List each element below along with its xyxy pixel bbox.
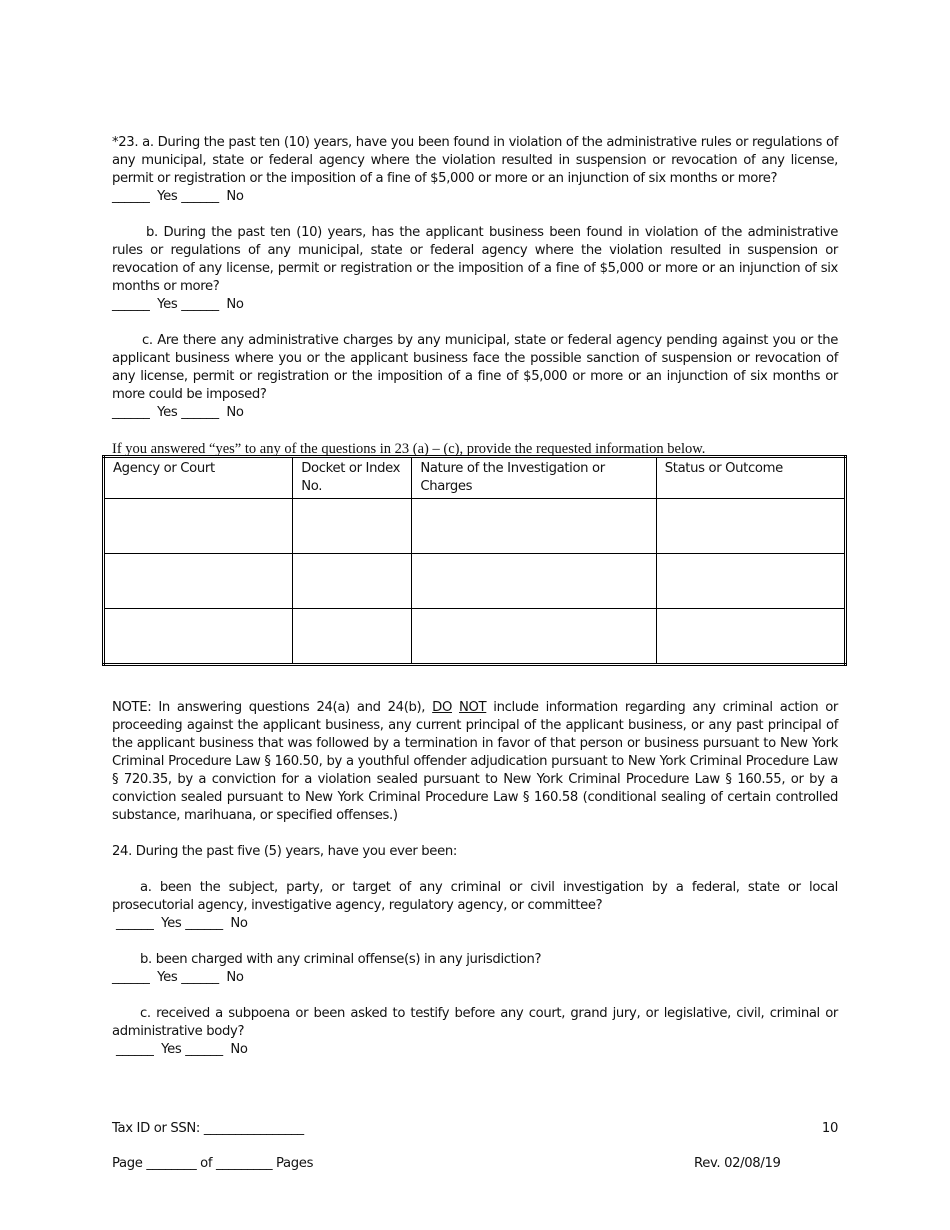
q24c-yes-no[interactable] bbox=[112, 1041, 838, 1059]
header-docket: Docket or Index No. bbox=[293, 457, 412, 499]
no-blank[interactable]: ______ bbox=[185, 1042, 223, 1057]
no-label: No bbox=[230, 916, 248, 931]
note-do: DO bbox=[432, 700, 452, 715]
footer-row-1 bbox=[112, 1121, 838, 1136]
table-row bbox=[104, 609, 846, 665]
yes-blank[interactable]: ______ bbox=[112, 970, 150, 985]
question-24b: b. been charged with any criminal offense(s) in any jurisdiction? bbox=[140, 952, 542, 967]
cell-status[interactable] bbox=[656, 554, 845, 609]
question-24-intro: 24. During the past five (5) years, have you ever been: bbox=[112, 844, 457, 859]
yes-label: Yes bbox=[157, 297, 178, 312]
no-label: No bbox=[226, 405, 244, 420]
cell-status[interactable] bbox=[656, 609, 845, 665]
yes-blank[interactable]: ______ bbox=[112, 189, 150, 204]
yes-blank[interactable]: ______ bbox=[116, 1042, 154, 1057]
table-instruction: If you answered “yes” to any of the questions in 23 (a) – (c), provide the requested information below. bbox=[112, 441, 706, 457]
no-label: No bbox=[226, 970, 244, 985]
revision-date: Rev. 02/08/19 bbox=[694, 1156, 781, 1171]
question-23c: c. Are there any administrative charges by any municipal, state or federal agency pending against you or the applicant business where you or the applicant business face the possible sanction of suspension or revocation of any license, permit or registration or the imposition of a fine of $5,000 or more or an injunction of six months or more could be imposed? bbox=[112, 333, 838, 402]
no-blank[interactable]: ______ bbox=[181, 970, 219, 985]
q23c-yes-no[interactable] bbox=[112, 404, 838, 422]
cell-docket[interactable] bbox=[293, 609, 412, 665]
header-status: Status or Outcome bbox=[656, 457, 845, 499]
form-body bbox=[112, 134, 838, 458]
question-24c: c. received a subpoena or been asked to testify before any court, grand jury, or legislative, civil, criminal or administrative body? bbox=[112, 1006, 838, 1039]
footer-row-2 bbox=[112, 1156, 838, 1171]
no-blank[interactable]: ______ bbox=[181, 297, 219, 312]
no-blank[interactable]: ______ bbox=[181, 405, 219, 420]
question-24a: a. been the subject, party, or target of any criminal or civil investigation by a federal, state or local prosecutorial agency, investigative agency, regulatory agency, or committee? bbox=[112, 880, 838, 913]
table-row bbox=[104, 499, 846, 554]
cell-docket[interactable] bbox=[293, 499, 412, 554]
yes-label: Yes bbox=[157, 970, 178, 985]
header-nature: Nature of the Investigation or Charges bbox=[412, 457, 656, 499]
page-count-field[interactable]: Page ________ of _________ Pages bbox=[112, 1156, 314, 1171]
cell-status[interactable] bbox=[656, 499, 845, 554]
note-paragraph bbox=[112, 699, 838, 825]
cell-agency[interactable] bbox=[104, 609, 293, 665]
q23b-yes-no[interactable] bbox=[112, 296, 838, 314]
note-not: NOT bbox=[459, 700, 487, 715]
q24b-yes-no[interactable] bbox=[112, 969, 838, 987]
note-prefix: NOTE: In answering questions 24(a) and 24(b), bbox=[112, 700, 433, 715]
cell-docket[interactable] bbox=[293, 554, 412, 609]
no-label: No bbox=[230, 1042, 248, 1057]
q23a-yes-no[interactable] bbox=[112, 188, 838, 206]
yes-blank[interactable]: ______ bbox=[116, 916, 154, 931]
cell-agency[interactable] bbox=[104, 554, 293, 609]
yes-label: Yes bbox=[157, 189, 178, 204]
yes-blank[interactable]: ______ bbox=[112, 405, 150, 420]
page-number: 10 bbox=[821, 1121, 838, 1136]
no-blank[interactable]: ______ bbox=[181, 189, 219, 204]
header-agency: Agency or Court bbox=[104, 457, 293, 499]
yes-label: Yes bbox=[157, 405, 178, 420]
no-blank[interactable]: ______ bbox=[185, 916, 223, 931]
violation-details-table bbox=[102, 455, 847, 666]
no-label: No bbox=[226, 297, 244, 312]
question-23a: *23. a. During the past ten (10) years, have you been found in violation of the administrative rules or regulations of any municipal, state or federal agency where the violation resulted in suspension or revocation of any license, permit or registration or the imposition of a fine of $5,000 or more or an injunction of six months or more? bbox=[112, 135, 838, 186]
cell-nature[interactable] bbox=[412, 609, 656, 665]
yes-blank[interactable]: ______ bbox=[112, 297, 150, 312]
q24a-yes-no[interactable] bbox=[112, 915, 838, 933]
table-header-row bbox=[104, 457, 846, 499]
yes-label: Yes bbox=[161, 1042, 182, 1057]
cell-nature[interactable] bbox=[412, 499, 656, 554]
question-23b: b. During the past ten (10) years, has the applicant business been found in violation of the administrative rules or regulations of any municipal, state or federal agency where the violation resulted in suspension or revocation of any license, permit or registration or the imposition of a fine of $5,000 or more or an injunction of six months or more? bbox=[112, 225, 838, 294]
no-label: No bbox=[226, 189, 244, 204]
cell-agency[interactable] bbox=[104, 499, 293, 554]
cell-nature[interactable] bbox=[412, 554, 656, 609]
yes-label: Yes bbox=[161, 916, 182, 931]
tax-id-field[interactable]: Tax ID or SSN: ________________ bbox=[112, 1121, 304, 1136]
table-row bbox=[104, 554, 846, 609]
form-body-lower bbox=[112, 699, 838, 1059]
note-rest: include information regarding any criminal action or proceeding against the applicant business, any current principal of the applicant business, or any past principal of the applicant business that was followed by a termination in favor of that person or business pursuant to New York Criminal Procedure Law § 160.50, by a youthful offender adjudication pursuant to New York Criminal Procedure Law § 720.35, by a conviction for a violation sealed pursuant to New York Criminal Procedure Law § 160.55, or by a conviction sealed pursuant to New York Criminal Procedure Law § 160.58 (conditional sealing of certain controlled substance, marihuana, or specified offenses.) bbox=[112, 700, 839, 823]
